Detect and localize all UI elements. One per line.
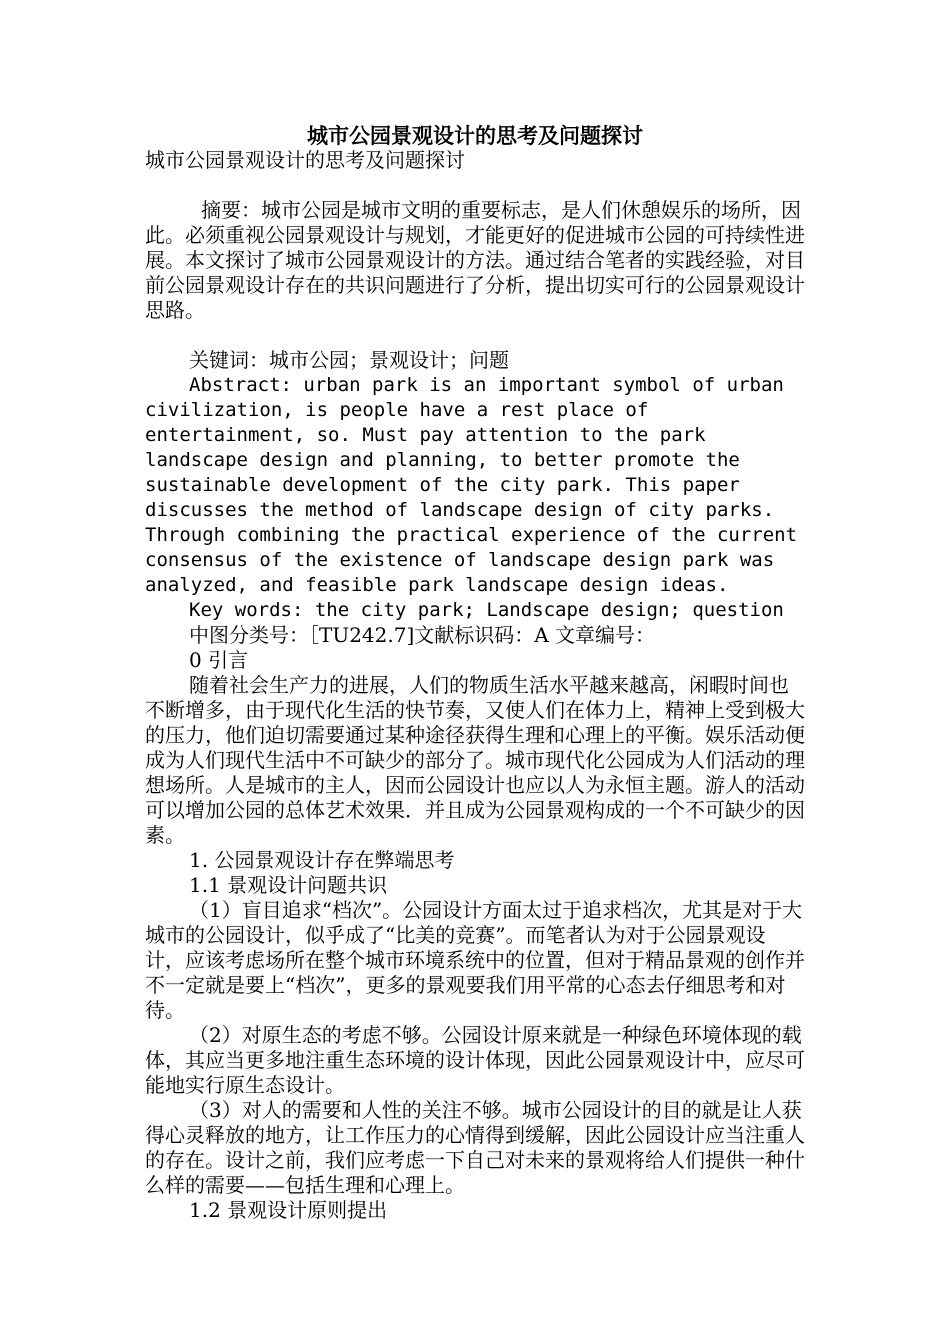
document-title: 城市公园景观设计的思考及问题探讨 — [307, 123, 643, 148]
classification-line: 中图分类号：［TU242.7]文献标识码：A 文章编号： — [189, 623, 656, 647]
document-body — [145, 148, 805, 1223]
abstract-en: Abstract: urban park is an important symbol of urban civilization, is people have a rest place of entertainment, so. Must pay attention to the park landscape design and planning, to better promote the sustainable development of the city park. This paper discusses the method of landscape design of city parks. Through combining the practical experience of the current consensus of the existence of landscape design park was analyzed, and feasible park landscape design ideas. — [145, 374, 798, 596]
section-1-1-heading: 1.1 景观设计问题共识 — [189, 873, 388, 897]
section-1-2-heading: 1.2 景观设计原则提出 — [189, 1198, 388, 1222]
keywords-en: Key words: the city park; Landscape design; question — [189, 599, 784, 621]
blank-line — [145, 173, 805, 198]
section-0-heading: 0 引言 — [189, 648, 249, 672]
keywords-cn: 关键词：城市公园；景观设计；问题 — [189, 348, 509, 372]
document-subtitle: 城市公园景观设计的思考及问题探讨 — [145, 148, 465, 172]
list-item-3: （3）对人的需要和人性的关注不够。城市公园设计的目的就是让人获得心灵释放的地方，让工作压力的心情得到缓解，因此公园设计应当注重人的存在。设计之前，我们应考虑一下自己对未来的景观将给人们提供一种什么样的需要——包括生理和心理上。 — [145, 1098, 805, 1197]
abstract-cn: 摘要：城市公园是城市文明的重要标志，是人们休憩娱乐的场所，因此。必须重视公园景观设计与规划，才能更好的促进城市公园的可持续性进展。本文探讨了城市公园景观设计的方法。通过结合笔者的实践经验，对目前公园景观设计存在的共识问题进行了分析，提出切实可行的公园景观设计思路。 — [145, 198, 805, 322]
section-1-heading: 1. 公园景观设计存在弊端思考 — [189, 848, 455, 872]
section-0-paragraph: 随着社会生产力的进展，人们的物质生活水平越来越高，闲暇时间也不断增多，由于现代化生活的快节奏，又使人们在体力上，精神上受到极大的压力，他们迫切需要通过某种途径获得生理和心理上的平衡。娱乐活动便成为人们现代生活中不可缺少的部分了。城市现代化公园成为人们活动的理想场所。人是城市的主人，因而公园设计也应以人为永恒主题。游人的活动可以增加公园的总体艺术效果．并且成为公园景观构成的一个不可缺少的因素。 — [145, 673, 805, 847]
list-item-1: （1）盲目追求“档次”。公园设计方面太过于追求档次，尤其是对于大城市的公园设计，似乎成了“比美的竞赛”。而笔者认为对于公园景观设计，应该考虑场所在整个城市环境系统中的位置，但对于精品景观的创作并不一定就是要上“档次”，更多的景观要我们用平常的心态去仔细思考和对待。 — [145, 898, 805, 1022]
blank-line — [145, 323, 805, 348]
list-item-2: （2）对原生态的考虑不够。公园设计原来就是一种绿色环境体现的载体，其应当更多地注重生态环境的设计体现，因此公园景观设计中，应尽可能地实行原生态设计。 — [145, 1023, 805, 1097]
